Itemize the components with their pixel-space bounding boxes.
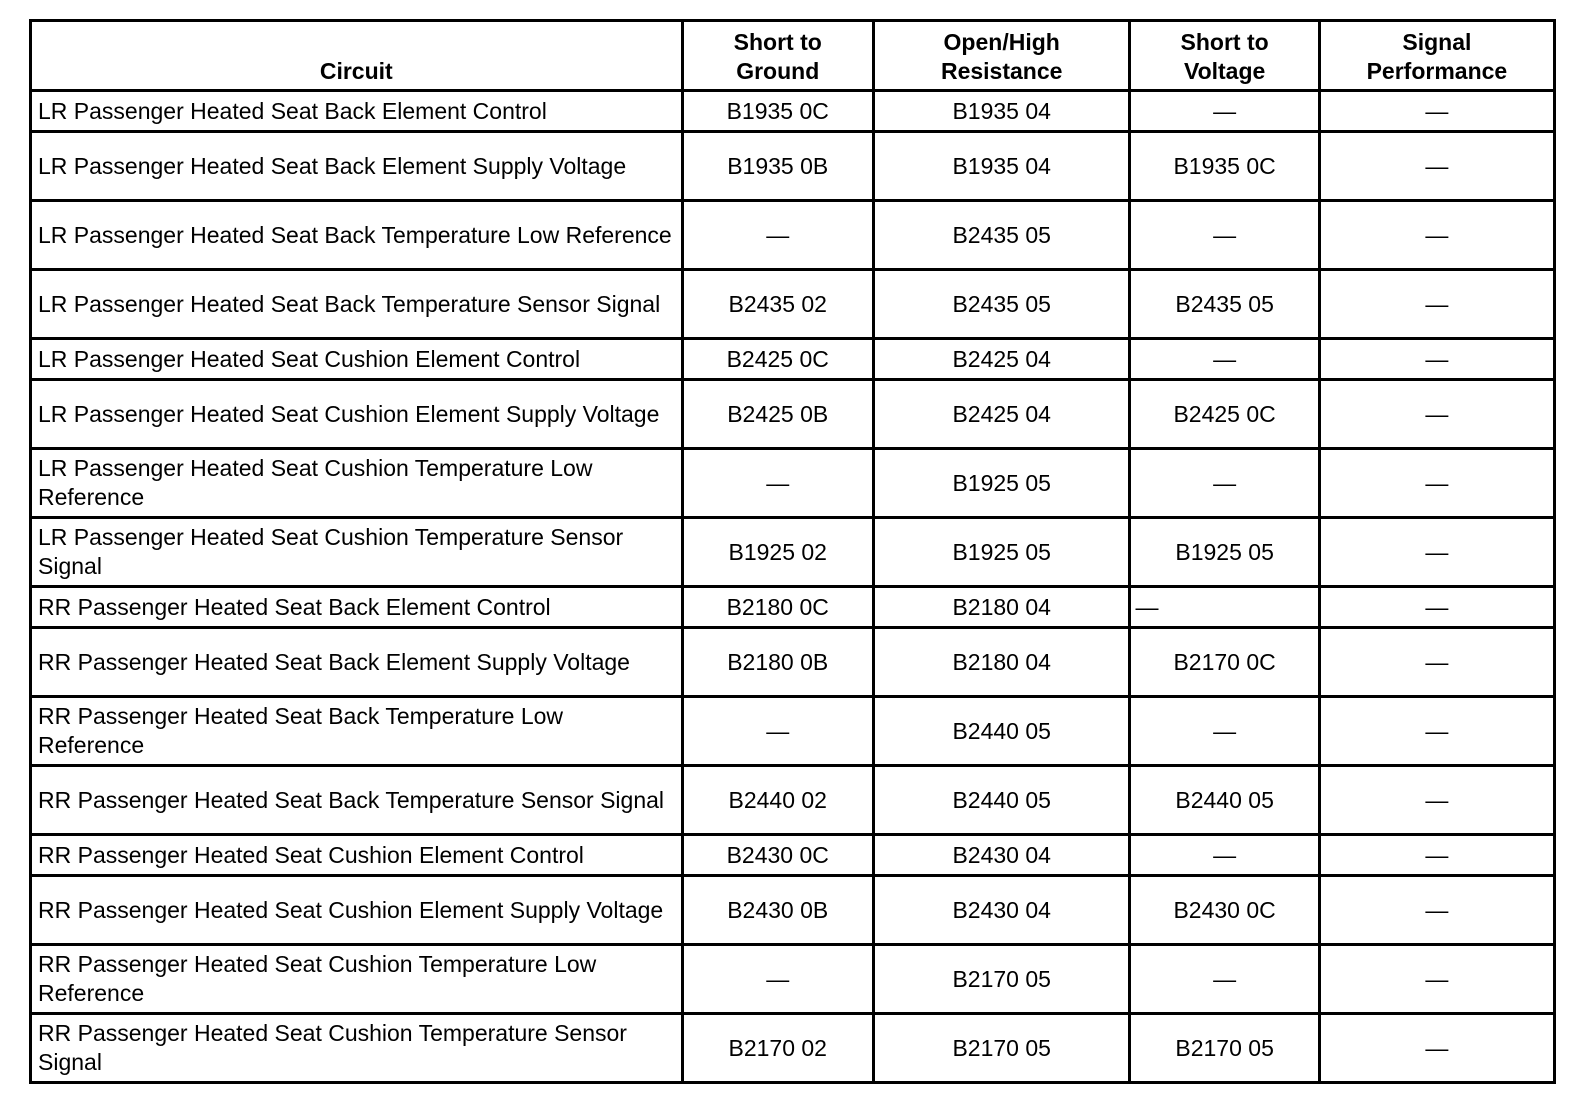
table-row bbox=[31, 518, 1555, 587]
short-to-ground-cell: — bbox=[682, 945, 873, 1014]
table-row bbox=[31, 132, 1555, 201]
short-to-voltage-cell: — bbox=[1130, 339, 1319, 380]
signal-performance-cell: — bbox=[1319, 876, 1554, 945]
short-to-voltage-cell: B1925 05 bbox=[1130, 518, 1319, 587]
table-row bbox=[31, 835, 1555, 876]
open-high-resistance-cell: B2425 04 bbox=[873, 339, 1130, 380]
short-to-voltage-cell: — bbox=[1130, 449, 1319, 518]
short-to-voltage-cell: — bbox=[1130, 697, 1319, 766]
circuit-cell: LR Passenger Heated Seat Back Element Supply Voltage bbox=[31, 132, 683, 201]
short-to-ground-cell: B2435 02 bbox=[682, 270, 873, 339]
circuit-cell: RR Passenger Heated Seat Cushion Temperature Low Reference bbox=[31, 945, 683, 1014]
header-short-to-voltage bbox=[1130, 21, 1319, 91]
header-signal-performance-label: Signal Performance bbox=[1366, 29, 1508, 84]
header-circuit-label: Circuit bbox=[319, 58, 393, 84]
table-row bbox=[31, 270, 1555, 339]
signal-performance-cell: — bbox=[1319, 201, 1554, 270]
open-high-resistance-cell: B1935 04 bbox=[873, 91, 1130, 132]
short-to-voltage-cell: B2170 0C bbox=[1130, 628, 1319, 697]
table-row bbox=[31, 1014, 1555, 1083]
short-to-ground-cell: B2180 0C bbox=[682, 587, 873, 628]
circuit-cell: RR Passenger Heated Seat Cushion Element Supply Voltage bbox=[31, 876, 683, 945]
open-high-resistance-cell: B2435 05 bbox=[873, 270, 1130, 339]
short-to-ground-cell: B2425 0C bbox=[682, 339, 873, 380]
short-to-voltage-cell: B2440 05 bbox=[1130, 766, 1319, 835]
signal-performance-cell: — bbox=[1319, 945, 1554, 1014]
table-row bbox=[31, 628, 1555, 697]
short-to-ground-cell: B1935 0B bbox=[682, 132, 873, 201]
circuit-cell: RR Passenger Heated Seat Back Temperature Sensor Signal bbox=[31, 766, 683, 835]
open-high-resistance-cell: B2440 05 bbox=[873, 766, 1130, 835]
signal-performance-cell: — bbox=[1319, 449, 1554, 518]
short-to-ground-cell: B2430 0B bbox=[682, 876, 873, 945]
signal-performance-cell: — bbox=[1319, 91, 1554, 132]
open-high-resistance-cell: B1925 05 bbox=[873, 449, 1130, 518]
dtc-circuit-table bbox=[29, 19, 1556, 1084]
open-high-resistance-cell: B2180 04 bbox=[873, 628, 1130, 697]
open-high-resistance-cell: B2170 05 bbox=[873, 1014, 1130, 1083]
header-short-to-ground bbox=[682, 21, 873, 91]
short-to-ground-cell: — bbox=[682, 449, 873, 518]
header-short-to-ground-label: Short to Ground bbox=[733, 29, 822, 84]
short-to-voltage-cell: — bbox=[1130, 91, 1319, 132]
short-to-voltage-cell: B2170 05 bbox=[1130, 1014, 1319, 1083]
table-row bbox=[31, 697, 1555, 766]
open-high-resistance-cell: B2180 04 bbox=[873, 587, 1130, 628]
circuit-cell: LR Passenger Heated Seat Back Temperature Low Reference bbox=[31, 201, 683, 270]
short-to-ground-cell: B2425 0B bbox=[682, 380, 873, 449]
open-high-resistance-cell: B1925 05 bbox=[873, 518, 1130, 587]
header-open-high-resistance bbox=[873, 21, 1130, 91]
short-to-voltage-cell: B2425 0C bbox=[1130, 380, 1319, 449]
circuit-cell: RR Passenger Heated Seat Back Temperature Low Reference bbox=[31, 697, 683, 766]
signal-performance-cell: — bbox=[1319, 766, 1554, 835]
circuit-cell: RR Passenger Heated Seat Cushion Element Control bbox=[31, 835, 683, 876]
signal-performance-cell: — bbox=[1319, 132, 1554, 201]
circuit-cell: RR Passenger Heated Seat Cushion Temperature Sensor Signal bbox=[31, 1014, 683, 1083]
table-body bbox=[31, 91, 1555, 1083]
circuit-cell: RR Passenger Heated Seat Back Element Supply Voltage bbox=[31, 628, 683, 697]
signal-performance-cell: — bbox=[1319, 587, 1554, 628]
short-to-ground-cell: B2180 0B bbox=[682, 628, 873, 697]
table-row bbox=[31, 587, 1555, 628]
header-row bbox=[31, 21, 1555, 91]
short-to-voltage-cell: B2435 05 bbox=[1130, 270, 1319, 339]
short-to-voltage-cell: — bbox=[1130, 835, 1319, 876]
open-high-resistance-cell: B2435 05 bbox=[873, 201, 1130, 270]
short-to-ground-cell: B2170 02 bbox=[682, 1014, 873, 1083]
table-row bbox=[31, 945, 1555, 1014]
circuit-cell: RR Passenger Heated Seat Back Element Control bbox=[31, 587, 683, 628]
signal-performance-cell: — bbox=[1319, 697, 1554, 766]
signal-performance-cell: — bbox=[1319, 380, 1554, 449]
circuit-cell: LR Passenger Heated Seat Cushion Temperature Low Reference bbox=[31, 449, 683, 518]
short-to-ground-cell: — bbox=[682, 697, 873, 766]
circuit-cell: LR Passenger Heated Seat Cushion Element Control bbox=[31, 339, 683, 380]
signal-performance-cell: — bbox=[1319, 628, 1554, 697]
open-high-resistance-cell: B2440 05 bbox=[873, 697, 1130, 766]
circuit-cell: LR Passenger Heated Seat Cushion Element Supply Voltage bbox=[31, 380, 683, 449]
signal-performance-cell: — bbox=[1319, 835, 1554, 876]
circuit-cell: LR Passenger Heated Seat Back Temperature Sensor Signal bbox=[31, 270, 683, 339]
open-high-resistance-cell: B2425 04 bbox=[873, 380, 1130, 449]
signal-performance-cell: — bbox=[1319, 518, 1554, 587]
open-high-resistance-cell: B2170 05 bbox=[873, 945, 1130, 1014]
circuit-cell: LR Passenger Heated Seat Cushion Temperature Sensor Signal bbox=[31, 518, 683, 587]
signal-performance-cell: — bbox=[1319, 1014, 1554, 1083]
short-to-voltage-cell: B1935 0C bbox=[1130, 132, 1319, 201]
open-high-resistance-cell: B2430 04 bbox=[873, 876, 1130, 945]
circuit-cell: LR Passenger Heated Seat Back Element Control bbox=[31, 91, 683, 132]
short-to-voltage-cell: — bbox=[1130, 587, 1319, 628]
short-to-ground-cell: B1935 0C bbox=[682, 91, 873, 132]
table-row bbox=[31, 876, 1555, 945]
header-open-high-resistance-label: Open/High Resistance bbox=[940, 29, 1063, 84]
table-row bbox=[31, 449, 1555, 518]
table-row bbox=[31, 380, 1555, 449]
open-high-resistance-cell: B1935 04 bbox=[873, 132, 1130, 201]
table-row bbox=[31, 201, 1555, 270]
short-to-ground-cell: B2430 0C bbox=[682, 835, 873, 876]
header-circuit bbox=[31, 21, 683, 91]
table-header bbox=[31, 21, 1555, 91]
short-to-voltage-cell: — bbox=[1130, 201, 1319, 270]
short-to-ground-cell: B1925 02 bbox=[682, 518, 873, 587]
table-row bbox=[31, 339, 1555, 380]
header-short-to-voltage-label: Short to Voltage bbox=[1180, 29, 1269, 84]
open-high-resistance-cell: B2430 04 bbox=[873, 835, 1130, 876]
header-signal-performance bbox=[1319, 21, 1554, 91]
table-row bbox=[31, 766, 1555, 835]
signal-performance-cell: — bbox=[1319, 339, 1554, 380]
short-to-ground-cell: — bbox=[682, 201, 873, 270]
short-to-ground-cell: B2440 02 bbox=[682, 766, 873, 835]
short-to-voltage-cell: — bbox=[1130, 945, 1319, 1014]
signal-performance-cell: — bbox=[1319, 270, 1554, 339]
short-to-voltage-cell: B2430 0C bbox=[1130, 876, 1319, 945]
table-row bbox=[31, 91, 1555, 132]
